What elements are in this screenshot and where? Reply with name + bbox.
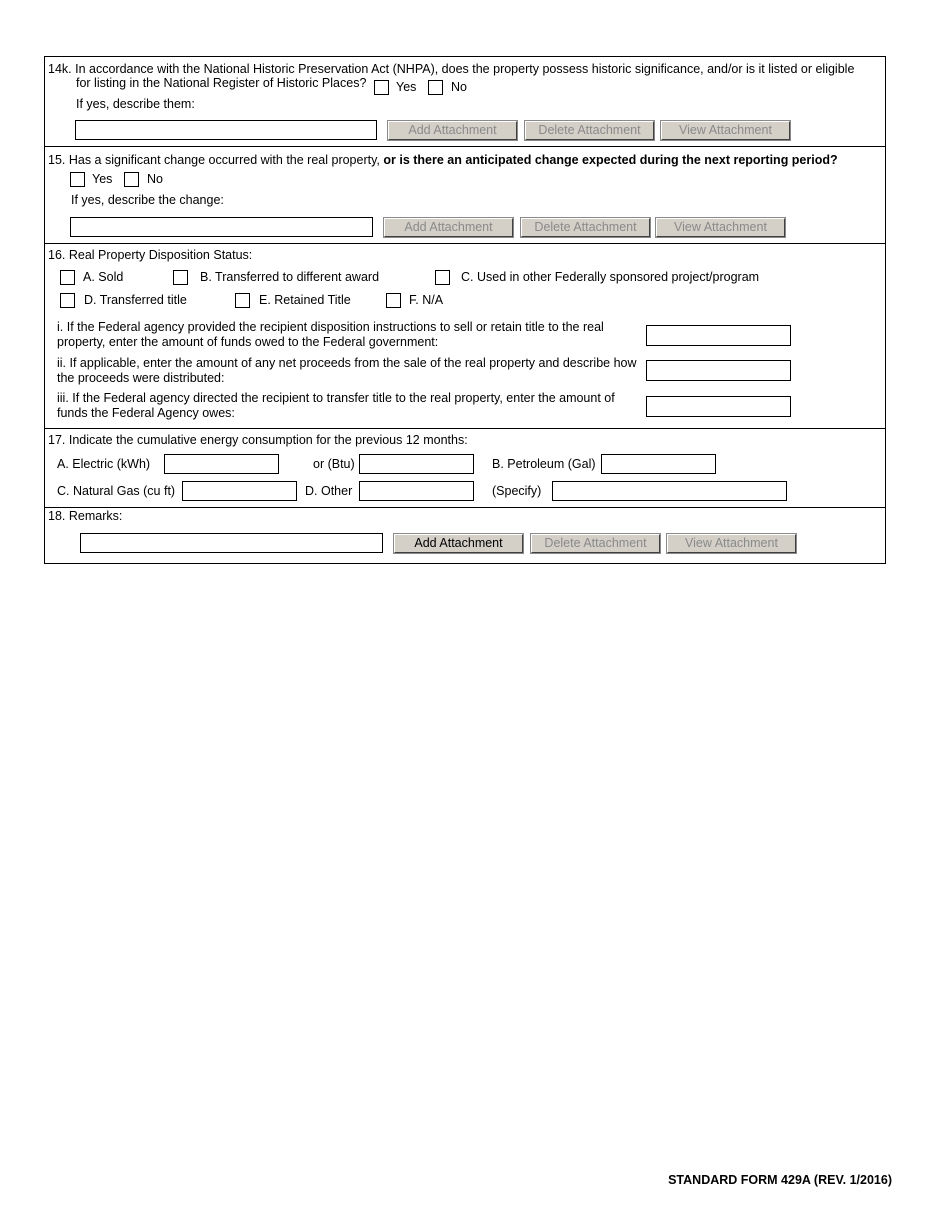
section-16-option-a-label: A. Sold — [83, 270, 124, 284]
section-17-title: 17. Indicate the cumulative energy consumption for the previous 12 months: — [48, 433, 468, 447]
section-15-yes-checkbox[interactable] — [70, 172, 85, 187]
section-14k-no-checkbox[interactable] — [428, 80, 443, 95]
section-16-option-d-checkbox[interactable] — [60, 293, 75, 308]
section-16-option-d-label: D. Transferred title — [84, 293, 187, 307]
section-14k-view-attachment-button[interactable]: View Attachment — [661, 121, 790, 140]
section-17-petroleum-label: B. Petroleum (Gal) — [492, 457, 596, 471]
section-18-delete-attachment-button[interactable]: Delete Attachment — [531, 534, 660, 553]
section-17-electric-label: A. Electric (kWh) — [57, 457, 151, 471]
section-15-question — [48, 153, 838, 167]
section-15-delete-attachment-button[interactable]: Delete Attachment — [521, 218, 650, 237]
section-16-option-b-label: B. Transferred to different award — [200, 270, 380, 284]
section-18-remarks-input[interactable] — [80, 533, 383, 553]
section-17-gas-label: C. Natural Gas (cu ft) — [57, 484, 176, 498]
section-17-other-label: D. Other — [305, 484, 353, 498]
section-15-yes-label: Yes — [92, 172, 113, 186]
section-16-i-line2: property, enter the amount of funds owed to the Federal government: — [57, 335, 439, 349]
section-16-option-c-checkbox[interactable] — [435, 270, 450, 285]
section-16-iii-line2: funds the Federal Agency owes: — [57, 406, 235, 420]
section-16-iii-line1: iii. If the Federal agency directed the recipient to transfer title to the real property, enter the amount of — [57, 391, 615, 405]
divider-14k-15 — [44, 146, 886, 147]
section-14k-question-line1: 14k. In accordance with the National Historic Preservation Act (NHPA), does the property possess historic significance, and/or is it listed or eligible — [48, 62, 855, 76]
section-17-other-input[interactable] — [359, 481, 474, 501]
section-16-ii-line2: the proceeds were distributed: — [57, 371, 225, 385]
section-16-ii-line1: ii. If applicable, enter the amount of any net proceeds from the sale of the real property and describe how — [57, 356, 637, 370]
section-16-title: 16. Real Property Disposition Status: — [48, 248, 253, 262]
form-footer: STANDARD FORM 429A (REV. 1/2016) — [668, 1173, 892, 1187]
section-17-btu-label: or (Btu) — [313, 457, 355, 471]
section-16-option-e-label: E. Retained Title — [259, 293, 351, 307]
section-15-question-normal: 15. Has a significant change occurred with the real property, — [48, 153, 380, 167]
section-14k-add-attachment-button[interactable]: Add Attachment — [388, 121, 517, 140]
section-18-view-attachment-button[interactable]: View Attachment — [667, 534, 796, 553]
section-16-i-amount-input[interactable] — [646, 325, 791, 346]
section-15-describe-label: If yes, describe the change: — [71, 193, 224, 207]
section-17-electric-input[interactable] — [164, 454, 279, 474]
section-14k-delete-attachment-button[interactable]: Delete Attachment — [525, 121, 654, 140]
section-17-gas-input[interactable] — [182, 481, 297, 501]
section-16-i-line1: i. If the Federal agency provided the recipient disposition instructions to sell or retain title to the real — [57, 320, 604, 334]
section-15-view-attachment-button[interactable]: View Attachment — [656, 218, 785, 237]
section-18-title: 18. Remarks: — [48, 509, 123, 523]
section-14k-describe-label: If yes, describe them: — [76, 97, 195, 111]
section-18-add-attachment-button[interactable]: Add Attachment — [394, 534, 523, 553]
section-15-no-checkbox[interactable] — [124, 172, 139, 187]
section-16-option-e-checkbox[interactable] — [235, 293, 250, 308]
section-16-option-a-checkbox[interactable] — [60, 270, 75, 285]
section-14k-yes-label: Yes — [396, 80, 417, 94]
section-15-question-bold: or is there an anticipated change expected during the next reporting period? — [383, 153, 838, 167]
section-16-option-b-checkbox[interactable] — [173, 270, 188, 285]
section-15-no-label: No — [147, 172, 163, 186]
section-16-ii-amount-input[interactable] — [646, 360, 791, 381]
section-17-specify-input[interactable] — [552, 481, 787, 501]
section-17-specify-label: (Specify) — [492, 484, 542, 498]
section-17-petroleum-input[interactable] — [601, 454, 716, 474]
section-14k-no-label: No — [451, 80, 467, 94]
divider-16-17 — [44, 428, 886, 429]
section-14k-question-line2: for listing in the National Register of Historic Places? — [76, 76, 367, 90]
section-16-option-f-label: F. N/A — [409, 293, 444, 307]
section-16-option-f-checkbox[interactable] — [386, 293, 401, 308]
section-16-option-c-label: C. Used in other Federally sponsored project/program — [461, 270, 760, 284]
section-14k-description-input[interactable] — [75, 120, 377, 140]
section-15-description-input[interactable] — [70, 217, 373, 237]
divider-15-16 — [44, 243, 886, 244]
section-15-add-attachment-button[interactable]: Add Attachment — [384, 218, 513, 237]
divider-17-18 — [44, 507, 886, 508]
section-14k-yes-checkbox[interactable] — [374, 80, 389, 95]
section-16-iii-amount-input[interactable] — [646, 396, 791, 417]
section-17-btu-input[interactable] — [359, 454, 474, 474]
